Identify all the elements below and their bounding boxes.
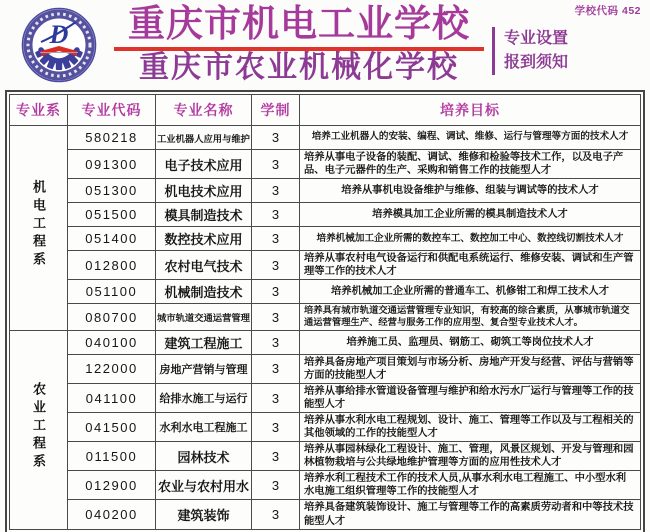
code-cell: 011500 <box>68 442 156 471</box>
side-note-line1: 专业设置 <box>504 30 569 47</box>
goal-cell: 培养具备建筑装饰设计、施工与管理等工作的高素质劳动者和中等技术技能型人才 <box>300 500 641 529</box>
years-cell: 3 <box>252 280 300 304</box>
goal-cell: 培养从事园林绿化工程设计、施工、管理，风景区规划、开发与管理和园林植物栽培与公共绿地维护管理等方面的应用性技术人才 <box>300 442 641 471</box>
majors-table-wrap <box>5 90 645 532</box>
years-cell: 3 <box>252 500 300 529</box>
table-row <box>10 413 641 442</box>
code-cell: 012800 <box>68 251 156 280</box>
table-row <box>10 251 641 280</box>
goal-cell: 培养从事农村电气设备运行和供配电系统运行、维修安装、调试和生产管理等工作的技术人才 <box>300 251 641 280</box>
side-note-line2: 报到须知 <box>504 54 569 71</box>
column-header-department: 专业系 <box>10 95 68 126</box>
code-cell: 051300 <box>68 179 156 203</box>
majors-table <box>9 94 641 530</box>
years-cell: 3 <box>252 126 300 150</box>
goal-cell: 培养施工员、监理员、钢筋工、砌筑工等岗位技术人才 <box>300 330 641 354</box>
code-cell: 580218 <box>68 126 156 150</box>
department-label: 机电工程系 <box>31 180 46 271</box>
goal-cell: 培养从事给排水管道设备管理与维护和给水污水厂运行与管理等工作的技能型人才 <box>300 383 641 412</box>
table-row <box>10 203 641 227</box>
years-cell: 3 <box>252 304 300 331</box>
major-cell: 水利水电工程施工 <box>156 413 252 442</box>
major-cell: 园林技术 <box>156 442 252 471</box>
goal-cell: 培养具备房地产项目策划与市场分析、房地产开发与经营、评估与营销等方面的技能型人才 <box>300 354 641 383</box>
code-cell: 051100 <box>68 280 156 304</box>
major-cell: 建筑装饰 <box>156 500 252 529</box>
years-cell: 3 <box>252 413 300 442</box>
years-cell: 3 <box>252 150 300 179</box>
goal-cell: 培养具有城市轨道交通运营管理专业知识，有较高的综合素质，从事城市轨道交通运营管理生产、经营与服务工作的应用型、复合型专业技术人才。 <box>300 304 641 331</box>
column-header-code: 专业代码 <box>68 95 156 126</box>
years-cell: 3 <box>252 383 300 412</box>
major-cell: 农业与农村用水 <box>156 471 252 500</box>
table-row <box>10 179 641 203</box>
code-cell: 040200 <box>68 500 156 529</box>
major-cell: 给排水施工与运行 <box>156 383 252 412</box>
department-cell <box>10 126 68 331</box>
school-code: 学校代码 452 <box>574 5 641 17</box>
table-row <box>10 150 641 179</box>
column-header-years: 学制 <box>252 95 300 126</box>
table-row <box>10 383 641 412</box>
code-cell: 041500 <box>68 413 156 442</box>
goal-cell: 培养工业机器人的安装、编程、调试、维修、运行与管理等方面的技术人才 <box>300 126 641 150</box>
major-cell: 城市轨道交通运营管理 <box>156 304 252 331</box>
svg-text:D: D <box>49 20 69 49</box>
years-cell: 3 <box>252 251 300 280</box>
table-row <box>10 471 641 500</box>
major-cell: 农村电气技术 <box>156 251 252 280</box>
years-cell: 3 <box>252 330 300 354</box>
goal-cell: 培养从事水利水电工程规划、设计、施工、管理等工作以及与工程相关的其他领域的工作的技能型人才 <box>300 413 641 442</box>
department-cell <box>10 330 68 529</box>
column-header-goal: 培养目标 <box>300 95 641 126</box>
code-cell: 012900 <box>68 471 156 500</box>
column-header-major: 专业名称 <box>156 95 252 126</box>
major-cell: 电子技术应用 <box>156 150 252 179</box>
table-row <box>10 280 641 304</box>
years-cell: 3 <box>252 227 300 251</box>
major-cell: 机电技术应用 <box>156 179 252 203</box>
major-cell: 工业机器人应用与维护 <box>156 126 252 150</box>
goal-cell: 培养机械加工企业所需的数控车工、数控加工中心、数控线切割技术人才 <box>300 227 641 251</box>
goal-cell: 培养水利工程技术工作的技术人员,从事水利水电工程施工、中小型水利水电施工组织管理等工作的技能型人才 <box>300 471 641 500</box>
table-row <box>10 354 641 383</box>
code-cell: 041100 <box>68 383 156 412</box>
code-cell: 091300 <box>68 150 156 179</box>
goal-cell: 培养模具加工企业所需的模具制造技术人才 <box>300 203 641 227</box>
table-row <box>10 304 641 331</box>
table-row <box>10 442 641 471</box>
goal-cell: 培养机械加工企业所需的普通车工、机修钳工和焊工技术人才 <box>300 280 641 304</box>
years-cell: 3 <box>252 203 300 227</box>
major-cell: 建筑工程施工 <box>156 330 252 354</box>
years-cell: 3 <box>252 179 300 203</box>
side-note <box>492 27 568 75</box>
goal-cell: 培养从事电子设备的装配、调试、维修和检验等技术工作，以及电子产品、电子元器件的生产、采购和销售工作的技能型人才 <box>300 150 641 179</box>
code-cell: 040100 <box>68 330 156 354</box>
goal-cell: 培养从事机电设备维护与维修、组装与调试等的技术人才 <box>300 179 641 203</box>
table-row <box>10 227 641 251</box>
major-cell: 数控技术应用 <box>156 227 252 251</box>
table-header-row <box>10 95 641 126</box>
school-title-primary: 重庆市机电工业学校 <box>128 3 470 44</box>
table-row <box>10 330 641 354</box>
page-header <box>0 0 650 90</box>
years-cell: 3 <box>252 442 300 471</box>
years-cell: 3 <box>252 354 300 383</box>
major-cell: 机械制造技术 <box>156 280 252 304</box>
school-titles <box>112 2 486 85</box>
major-cell: 房地产营销与管理 <box>156 354 252 383</box>
code-cell: 080700 <box>68 304 156 331</box>
years-cell: 3 <box>252 471 300 500</box>
code-cell: 051400 <box>68 227 156 251</box>
school-logo <box>13 6 105 86</box>
school-title-secondary: 重庆市农业机械化学校 <box>139 51 459 85</box>
major-cell: 模具制造技术 <box>156 203 252 227</box>
table-row <box>10 126 641 150</box>
department-label: 农业工程系 <box>31 382 46 473</box>
code-cell: 122000 <box>68 354 156 383</box>
table-row <box>10 500 641 529</box>
code-cell: 051500 <box>68 203 156 227</box>
